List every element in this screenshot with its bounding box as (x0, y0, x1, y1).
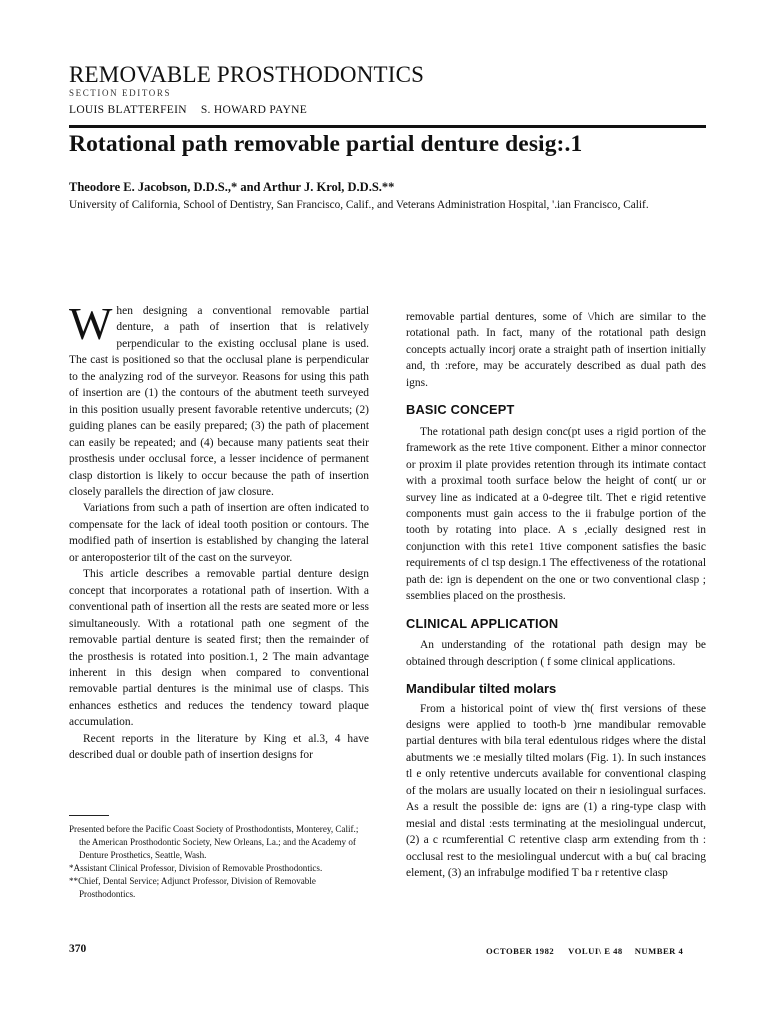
editor-name: LOUIS BLATTERFEIN (69, 104, 187, 116)
affiliation: University of California, School of Dentistry, San Francisco, Calif., and Veterans Administration Hospital, '.ian Francisco, Calif. (69, 199, 649, 211)
footnotes (69, 823, 369, 901)
paragraph (69, 298, 369, 500)
footnote: *Assistant Clinical Professor, Division of Removable Prosthodontics. (69, 863, 323, 873)
footnote: Presented before the Pacific Coast Society of Prosthodontists, Monterey, Calif.; the American Prosthodontic Society, New Orleans, La.; and the Academy of Denture Prosthetics, Seattle, Wash. (69, 824, 359, 860)
footnote: **Chief, Dental Service; Adjunct Professor, Division of Removable Prosthodontics. (69, 876, 316, 899)
page-number: 370 (69, 943, 87, 955)
section-heading: CLINICAL APPLICATION (406, 615, 559, 631)
section-editors-label: SECTION EDITORS (69, 88, 172, 98)
paragraph: Variations from such a path of insertion are often indicated to compensate for the lack of ideal tooth position or contours. The modified path of insertion is established by changing the lateral or anteroposterior tilt of the cast on the surveyor. (69, 502, 369, 564)
paragraph: An understanding of the rotational path design may be obtained through description ( f some clinical applications. (406, 639, 706, 668)
header-rule (69, 125, 706, 128)
paragraph: This article describes a removable partial denture design concept that incorporates a rotational path of insertion. With a conventional path of insertion all the rests are seated more or less simultaneously. With a rotational path one segment of the removable partial denture is seated first; then the remainder of the prosthesis is rotated into position.1, 2 The main advantage inherent in this design when compared to conventional removable partial dentures is the minimal use of clasps. This enhances esthetics and reduces the tendency toward plaque accumulation. (69, 568, 369, 729)
left-column (69, 298, 369, 764)
article-title: Rotational path removable partial denture desig:.1 (69, 131, 583, 157)
paragraph: From a historical point of view th( first versions of these designs were applied to tooth-b )rne mandibular removable partial dentures with bila teral edentulous ridges where the distal abutments we :e mesially tilted molars (Fig. 1). In such instances tl e only retentive undercuts available for conventional clasping of the molars are usually located on their n iesiolingual surfaces. As a result the possible de: igns are (1) a ring-type clasp with mesial and distal :ests terminating at the mesiolingual undercut, (2) a c rcumferential C retentive clasp arm extending from th : occlusal rest to the mesiolingual undercut with a bu( cal bracing element, (3) an infrabulge modified T ba r retentive clasp (406, 702, 706, 880)
drop-cap: W (69, 298, 113, 349)
volume: VOLUI\ E 48 (568, 946, 623, 956)
paragraph-text: hen designing a conventional removable partial denture, a path of insertion that is relatively perpendicular to the existing occlusal plane is used. The cast is positioned so that the occlusal plane is perpendicular to the analyzing rod of the surveyor. Reasons for using this path of insertion are (1) the contours of the abutment teeth surveyed in this position usually present favorable retentive undercuts; (2) guiding planes can be easily prepared; (3) the path of placement can easily be repeated; and (4) because many patients seat their prosthesis under occlusal force, a lesser incidence of permanent clasp distortion is likely to occur because the path of insertion closely parallels the direction of jaw closure. (69, 305, 369, 498)
running-footer (486, 946, 683, 956)
issue-number: NUMBER 4 (634, 946, 684, 956)
editor-name: S. HOWARD PAYNE (200, 104, 308, 116)
section-heading: BASIC CONCEPT (406, 402, 515, 418)
footnote-rule (69, 815, 109, 816)
paragraph: removable partial dentures, some of \/hich are similar to the rotational path. In fact, many of the rotational path design concepts actually incorj orate a straight path of insertion initially and, th :refore, may be accurately described as dual path des igns. (406, 311, 706, 389)
paragraph: The rotational path design conc(pt uses a rigid portion of the framework as the rete 1tive component. Either a minor connector or proxim il plate provides retention through its intimate contact with a proximal tooth surface below the height of cont( ur or survey line as indicated at a 0-degree tilt. Thet e rigid retentive components must gain access to the ii frabulge portion of the tooth by rotating into place. A s ,ecially designed rest in conjunction with this rete1 1tive component satisfies the basic requirements of cl tsp design.1 The effectiveness of the rotational path de: ign is dependent on the one or two conventional clasp ; ssemblies placed on the prosthesis. (406, 425, 706, 603)
authors: Theodore E. Jacobson, D.D.S.,* and Arthur J. Krol, D.D.S.** (69, 180, 395, 194)
paragraph: Recent reports in the literature by King et al.3, 4 have described dual or double path of insertion designs for (69, 732, 369, 762)
issue-date: OCTOBER 1982 (486, 946, 555, 956)
section-title: REMOVABLE PROSTHODONTICS (69, 62, 425, 87)
right-column (406, 309, 706, 882)
editors-line (69, 104, 307, 116)
subsection-heading: Mandibular tilted molars (406, 681, 557, 697)
